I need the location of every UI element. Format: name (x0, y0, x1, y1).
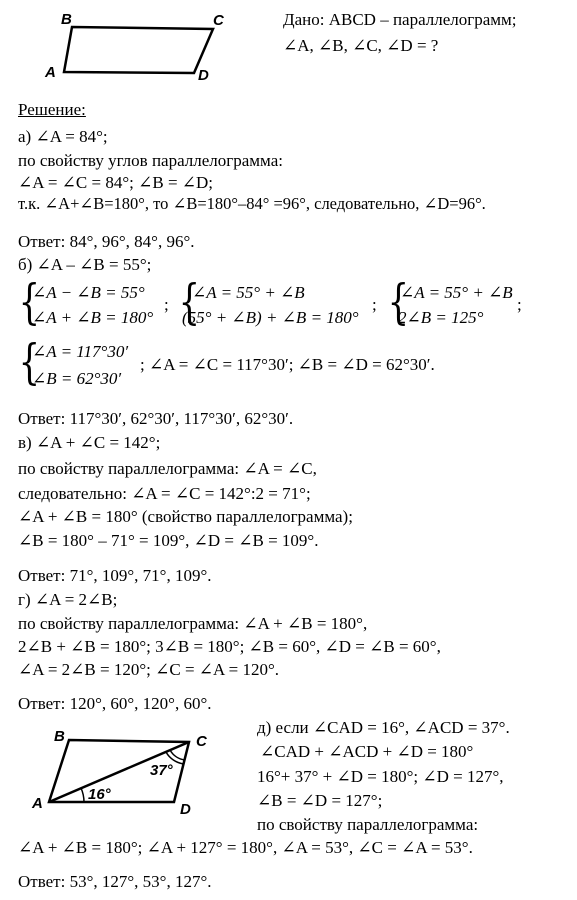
vertex-d-label: D (198, 67, 209, 84)
vertex-c-label: C (213, 12, 224, 29)
solution-heading: Решение: (18, 100, 86, 119)
vertex-c-label-2: C (196, 733, 207, 750)
angle-c-value: 37° (150, 762, 173, 779)
part-d-line-2: ∠CAD + ∠ACD + ∠D = 180° (260, 742, 474, 761)
part-a-answer: Ответ: 84°, 96°, 84°, 96°. (18, 232, 195, 251)
part-v-line-2: по свойству параллелограмма: ∠A = ∠C, (18, 459, 317, 478)
part-g-line-2: по свойству параллелограмма: ∠A + ∠B = 180°, (18, 614, 368, 633)
system-1-brace: { (18, 274, 40, 330)
vertex-b-label: B (61, 11, 72, 28)
system-1-eq-2: ∠A + ∠B = 180° (32, 308, 154, 327)
system-4-eq-2: ∠B = 62°30′ (32, 369, 122, 388)
angle-a-value: 16° (88, 786, 111, 803)
part-g-line-3: 2∠B + ∠B = 180°; 3∠B = 180°; ∠B = 60°, ∠D = ∠B = 60°, (18, 637, 441, 656)
part-d-answer: Ответ: 53°, 127°, 53°, 127°. (18, 872, 212, 891)
part-d-line-4: ∠B = ∠D = 127°; (257, 791, 383, 810)
system-2-eq-1: ∠A = 55° + ∠B (192, 283, 305, 302)
system-2-eq-2: (55° + ∠B) + ∠B = 180° (182, 308, 359, 327)
separator-2: ; (372, 295, 377, 314)
part-g-line-4: ∠A = 2∠B = 120°; ∠C = ∠A = 120°. (18, 660, 280, 679)
part-a-line-4: т.к. ∠A+∠B=180°, то ∠B=180°–84° =96°, следовательно, ∠D=96°. (18, 194, 486, 213)
part-b-line-1: б) ∠A – ∠B = 55°; (18, 255, 152, 274)
system-2-brace: { (178, 274, 200, 330)
system-3-eq-2: 2∠B = 125° (398, 308, 484, 327)
part-b-answer: Ответ: 117°30′, 62°30′, 117°30′, 62°30′. (18, 409, 294, 428)
part-d-line-6: ∠A + ∠B = 180°; ∠A + 127° = 180°, ∠A = 53°, ∠C = ∠A = 53°. (18, 838, 473, 857)
part-g-answer: Ответ: 120°, 60°, 120°, 60°. (18, 694, 212, 713)
part-v-line-1: в) ∠A + ∠C = 142°; (18, 433, 161, 452)
part-v-line-4: ∠A + ∠B = 180° (свойство параллелограмма); (18, 507, 353, 526)
given-line-1: Дано: ABCD – параллелограмм; (283, 10, 517, 29)
system-4-eq-1: ∠A = 117°30′ (32, 342, 129, 361)
part-a-line-2: по свойству углов параллелограмма: (18, 151, 283, 170)
vertex-b-label-2: B (54, 728, 65, 745)
system-3-brace: { (387, 274, 409, 330)
angle-arc-a (81, 788, 84, 802)
part-d-line-5: по свойству параллелограмма: (257, 815, 479, 834)
part-a-line-3: ∠A = ∠C = 84°; ∠B = ∠D; (18, 173, 214, 192)
system-4-brace: { (18, 334, 40, 390)
part-d-line-3: 16°+ 37° + ∠D = 180°; ∠D = 127°, (257, 767, 504, 786)
part-v-answer: Ответ: 71°, 109°, 71°, 109°. (18, 566, 212, 585)
separator-3: ; (517, 295, 522, 314)
vertex-a-label: A (45, 64, 56, 81)
separator-1: ; (164, 295, 169, 314)
given-line-2: ∠A, ∠B, ∠C, ∠D = ? (283, 36, 439, 55)
vertex-d-label-2: D (180, 801, 191, 818)
part-a-line-1: а) ∠A = 84°; (18, 127, 108, 146)
vertex-a-label-2: A (32, 795, 43, 812)
system-1-eq-1: ∠A − ∠B = 55° (32, 283, 145, 302)
part-v-line-3: следовательно: ∠A = ∠C = 142°:2 = 71°; (18, 484, 311, 503)
part-g-line-1: г) ∠A = 2∠B; (18, 590, 118, 609)
system-3-eq-1: ∠A = 55° + ∠B (400, 283, 513, 302)
part-v-line-5: ∠B = 180° – 71° = 109°, ∠D = ∠B = 109°. (18, 531, 319, 550)
part-d-line-1: д) если ∠CAD = 16°, ∠ACD = 37°. (257, 718, 510, 737)
part-b-result: ; ∠A = ∠C = 117°30′; ∠B = ∠D = 62°30′. (140, 355, 435, 374)
